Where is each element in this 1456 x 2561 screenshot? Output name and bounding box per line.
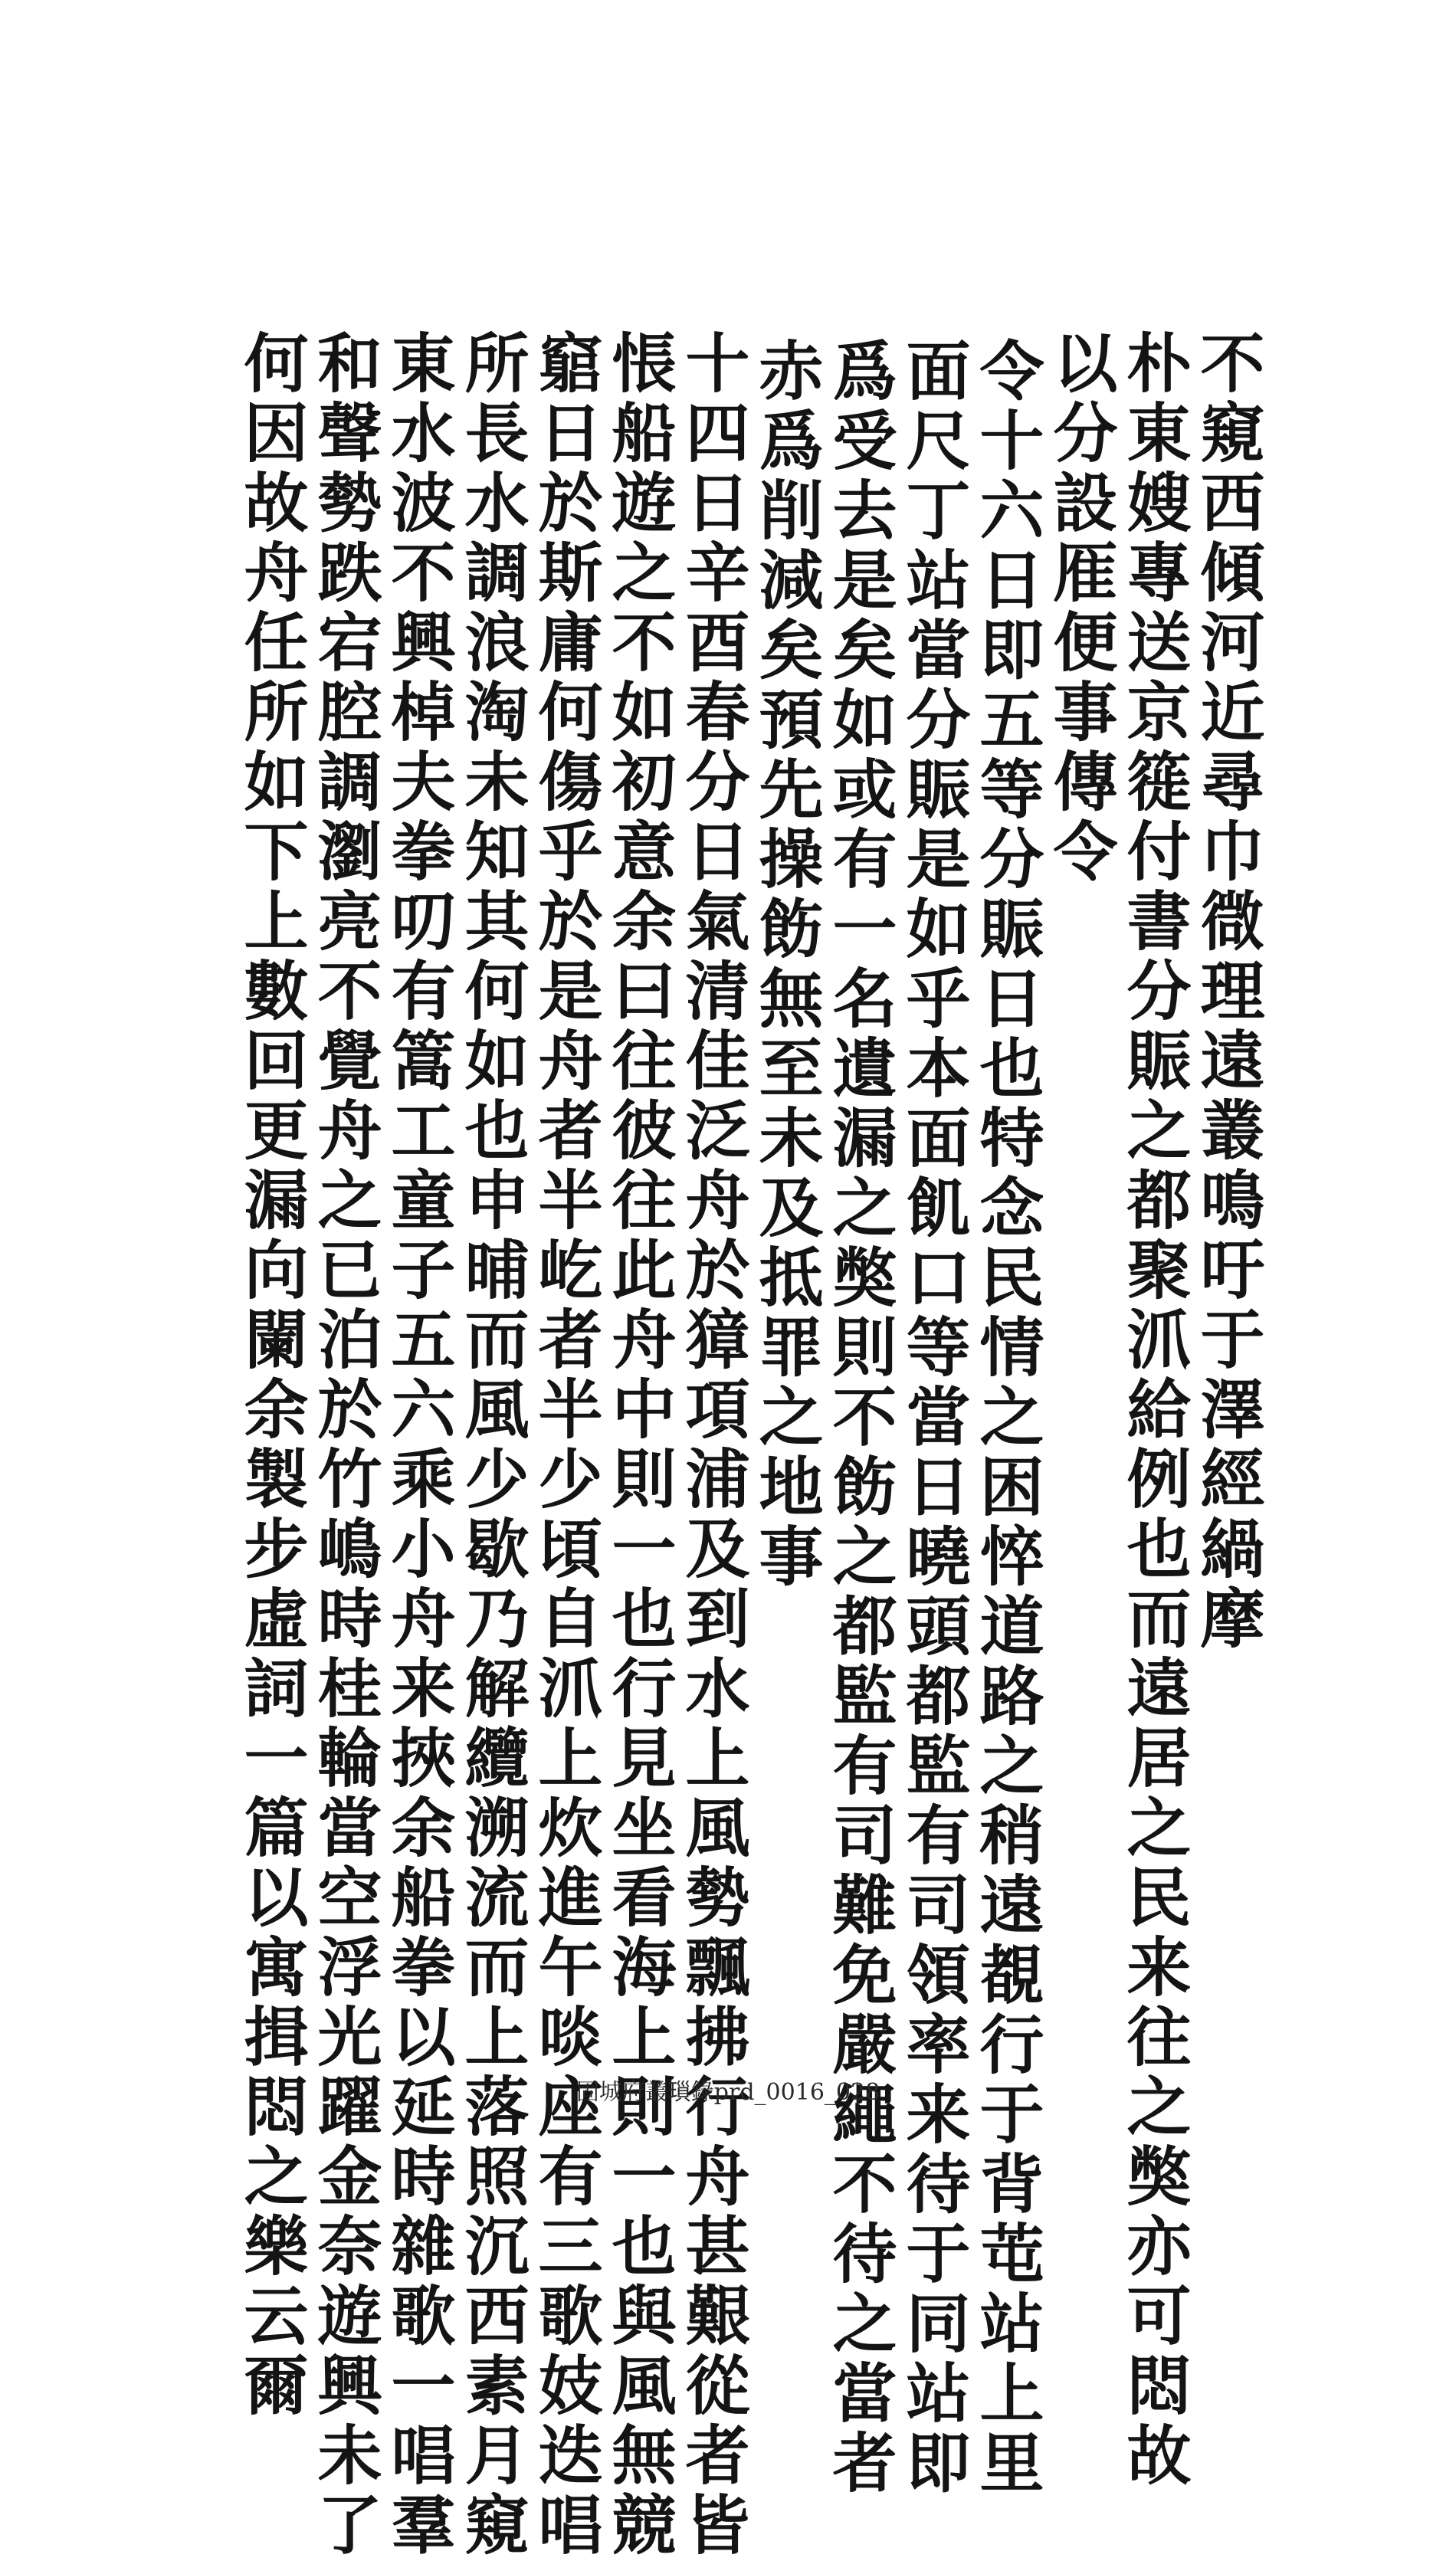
text-column: 爲受去是矣如或有一名遺漏之獘則不飭之都監有司難免嚴繩不待之當者 (822, 337, 898, 2499)
text-column: 朴東嫂專送京簁付書分賑之都聚沠給例也而遠居之民来往之獘亦可悶故 (1117, 330, 1192, 2491)
text-column: 不窺西傾河近尋巾㣲理遠叢鳴吁于澤經緺摩 (1190, 330, 1266, 1654)
text-column: 竆日於斯庸何傷乎於是舟者半屹者半少頃自沠上炊進午啖座有三歌妓迭唱 (528, 330, 604, 2561)
text-column: 赤爲削減矣預先操飭無至未及抵罪之地事 (749, 337, 825, 1592)
text-column: 悵船遊之不如初意余曰往彼往此舟中則一也行見坐看海上則一也與風無競 (602, 330, 677, 2561)
text-column: 東水波不興棹夫拳叨有篙工童子五六乘小舟来挾余船拳以延時雜歌一唱羣 (381, 330, 457, 2561)
text-column: 所長水調浪淘未知其何如也申晡而風少歇乃解纜溯流而上落照沉西素月窺 (454, 330, 530, 2561)
text-column: 面尺丁站當分賑是如乎本面飢口等當日曉頭都監有司領率来待于同站即 (896, 337, 972, 2499)
text-column: 以分設㕍便事傳令 (1043, 330, 1119, 887)
text-column: 和聲勢跌宕腔調瀏亮不覺舟之已泊於竹嶋時桂輪當空浮光躍金奈遊興未了 (307, 330, 383, 2561)
text-column: 令十六日即五等分賑日也特念民情之困悴道路之稍遠覩行于背芚站上里 (969, 337, 1045, 2499)
text-column: 何因故舟任所如下上數回更漏向闌余製步虛詞一篇以寓揖悶之樂云爾 (234, 330, 310, 2422)
text-column: 十四日辛酉春分日氣清佳泛舟於獐項浦及到水上風勢飄拂行舟甚艱從者皆 (675, 330, 751, 2561)
page-label: 固城府叢𤨏錄prd_0016_028 (576, 2079, 880, 2106)
